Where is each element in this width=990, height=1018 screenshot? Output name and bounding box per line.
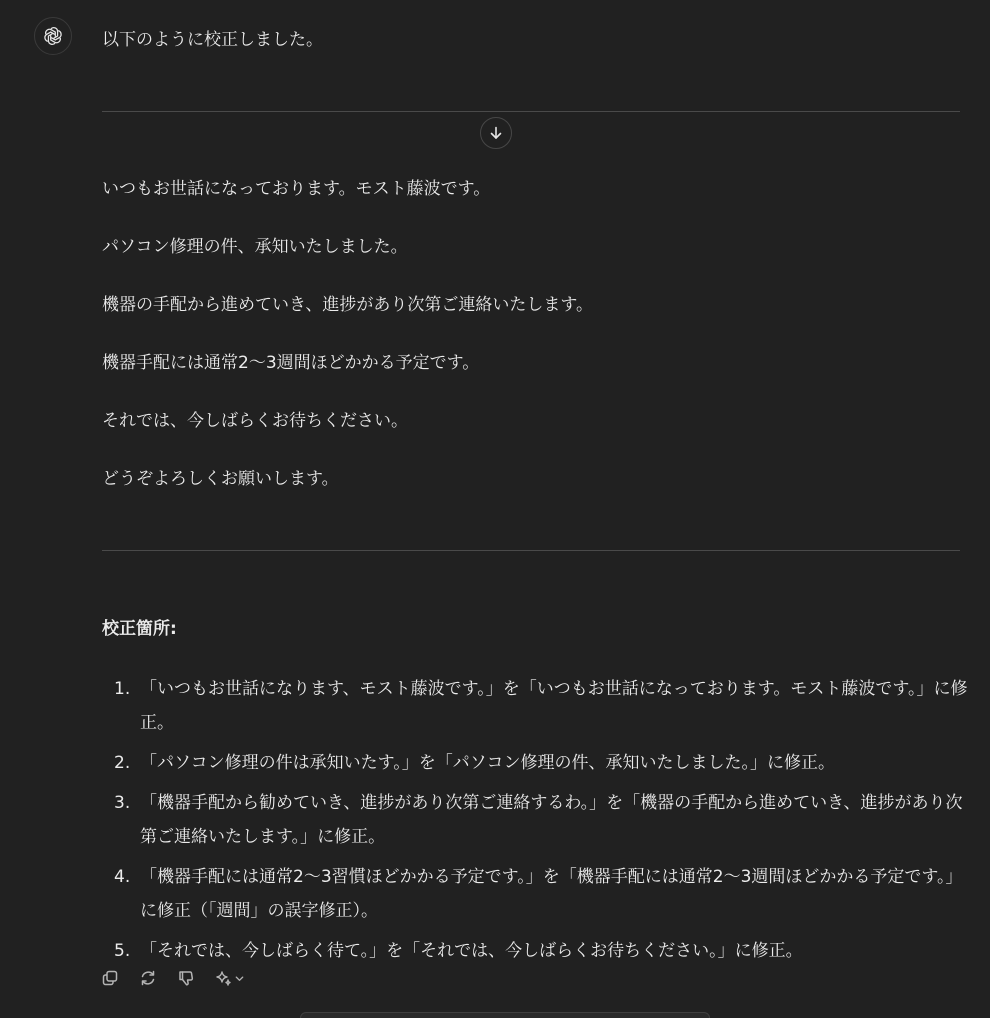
correction-item (102, 786, 970, 854)
message-actions (100, 967, 245, 989)
corrections-list (102, 672, 972, 974)
correction-item (102, 860, 970, 928)
scroll-down-button[interactable] (480, 117, 512, 149)
copy-icon (101, 969, 119, 987)
message-input-edge (300, 1012, 710, 1018)
switch-model-button[interactable] (214, 969, 245, 987)
corrected-paragraph: 機器手配には通常2〜3週間ほどかかる予定です。 (102, 353, 480, 373)
intro-text: 以下のように校正しました。 (102, 30, 323, 50)
thumbs-down-icon (177, 969, 195, 987)
assistant-avatar (34, 17, 72, 55)
list-number: 5. (114, 941, 131, 961)
sparkle-icon (214, 969, 232, 987)
arrow-down-icon (488, 125, 504, 141)
list-number: 2. (114, 753, 131, 773)
corrected-paragraph: パソコン修理の件、承知いたしました。 (102, 237, 408, 257)
corrections-heading: 校正箇所: (102, 619, 177, 639)
corrected-paragraph: 機器の手配から進めていき、進捗があり次第ご連絡いたします。 (102, 295, 593, 315)
correction-text: 「機器手配から勧めていき、進捗があり次第ご連絡するわ。」を「機器の手配から進めていき、進捗があり次第ご連絡いたします。」に修正。 (140, 793, 963, 847)
corrected-paragraph: どうぞよろしくお願いします。 (102, 469, 339, 489)
correction-item (102, 934, 970, 968)
divider-top (102, 111, 960, 112)
correction-text: 「機器手配には通常2〜3習慣ほどかかる予定です。」を「機器手配には通常2〜3週間ほどかかる予定です。」に修正（「週間」の誤字修正）。 (140, 867, 963, 921)
copy-button[interactable] (100, 967, 120, 989)
divider-bottom (102, 550, 960, 551)
correction-text: 「それでは、今しばらく待て。」を「それでは、今しばらくお待ちください。」に修正。 (140, 941, 803, 961)
correction-item (102, 746, 970, 780)
regenerate-button[interactable] (138, 967, 158, 989)
list-number: 4. (114, 867, 131, 887)
thumbs-down-button[interactable] (176, 967, 196, 989)
corrected-paragraph: それでは、今しばらくお待ちください。 (102, 411, 408, 431)
chevron-down-icon (234, 973, 245, 984)
corrected-paragraph: いつもお世話になっております。モスト藤波です。 (102, 179, 491, 199)
regenerate-icon (139, 969, 157, 987)
correction-text: 「パソコン修理の件は承知いたす。」を「パソコン修理の件、承知いたしました。」に修正。 (140, 753, 835, 773)
correction-text: 「いつもお世話になります、モスト藤波です。」を「いつもお世話になっております。モスト藤波です。」に修正。 (140, 679, 968, 733)
correction-item (102, 672, 970, 740)
openai-logo-icon (42, 25, 64, 47)
list-number: 1. (114, 679, 131, 699)
list-number: 3. (114, 793, 131, 813)
